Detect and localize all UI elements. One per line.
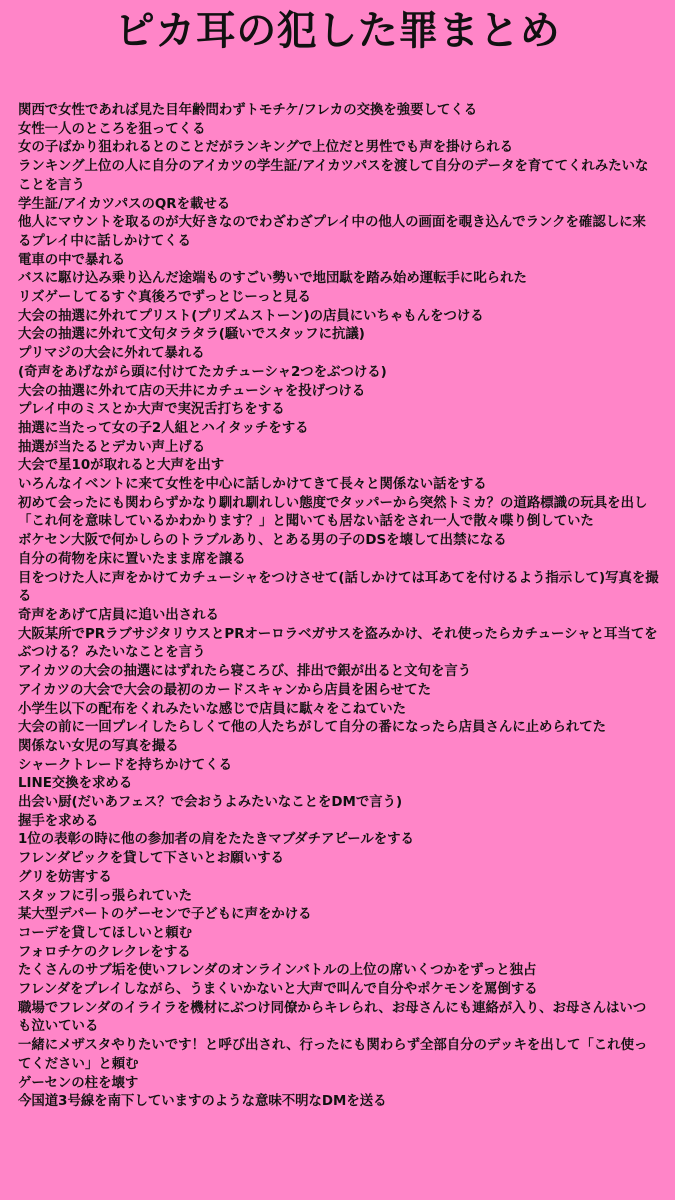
list-item: 今国道3号線を南下していますのような意味不明なDMを送る xyxy=(18,1094,387,1110)
list-item: 大会の抽選に外れて文句タラタラ(騒いでスタッフに抗議) xyxy=(18,327,365,343)
list-item: 女性一人のところを狙ってくる xyxy=(18,121,206,137)
list-item: 職場でフレンダのイライラを機材にぶつけ同僚からキレられ、お母さんにも連絡が入り、お母さんはいつも泣いている xyxy=(18,1000,647,1035)
list-item: 電車の中で暴れる xyxy=(18,252,126,268)
list-item: 学生証/アイカツパスのQRを載せる xyxy=(18,196,231,212)
list-item: プリマジの大会に外れて暴れる xyxy=(18,346,205,362)
list-item: フォロチケのクレクレをする xyxy=(18,944,191,960)
list-item: 大阪某所でPRラブサジタリウスとPRオーロラベガサスを盗みかけ、それ使ったらカチューシャと耳当てをぶつける？みたいなことを言う xyxy=(18,626,658,661)
list-item: 某大型デパートのゲーセンで子どもに声をかける xyxy=(18,907,312,923)
list-item: 出会い厨(だいあフェス？で会おうよみたいなことをDMで言う) xyxy=(18,795,403,811)
list-item: グリを妨害する xyxy=(18,869,112,885)
list-item: たくさんのサブ垢を使いフレンダのオンラインバトルの上位の席いくつかをずっと独占 xyxy=(18,963,537,979)
list-item: 大会で星10が取れると大声を出す xyxy=(18,458,225,474)
list-item: 関係ない女児の写真を撮る xyxy=(18,738,179,754)
list-item: 大会の前に一回プレイしたらしくて他の人たちがして自分の番になったら店員さんに止められてた xyxy=(18,720,606,736)
list-item: 1位の表彰の時に他の参加者の肩をたたきマブダチアピールをする xyxy=(18,832,414,848)
list-item: リズゲーしてるすぐ真後ろでずっとじーっと見る xyxy=(18,290,311,306)
list-item: いろんなイベントに来て女性を中心に話しかけてきて長々と関係ない話をする xyxy=(18,477,487,493)
list-item: シャークトレードを持ちかけてくる xyxy=(18,757,232,773)
list-item: 初めて会ったにも関わらずかなり馴れ馴れしい態度でタッパーから突然トミカ？の道路標識の玩具を出し「これ何を意味しているかわかります？」と聞いても居ない話をされ一人で散々喋り倒していた xyxy=(18,495,648,530)
list-item: 目をつけた人に声をかけてカチューシャをつけさせて(話しかけては耳あてを付けるよう指示して)写真を撮る xyxy=(18,570,659,605)
list-item: コーデを貸してほしいと頼む xyxy=(18,925,193,941)
list-item: ランキング上位の人に自分のアイカツの学生証/アイカツパスを渡して自分のデータを育ててくれみたいなことを言う xyxy=(18,159,649,193)
list-item: 抽選が当たるとデカい声上げる xyxy=(18,439,206,455)
list-item: アイカツの大会の抽選にはずれたら寝ころび、排出で銀が出ると文句を言う xyxy=(18,664,472,680)
list-item: (奇声をあげながら頭に付けてたカチューシャ2つをぶつける) xyxy=(18,364,387,380)
list-item: 関西で女性であれば見た目年齢問わずトモチケ/フレカの交換を強要してくる xyxy=(18,103,478,118)
list-item: 抽選に当たって女の子2人組とハイタッチをする xyxy=(18,420,309,436)
list-item: LINE交換を求める xyxy=(18,776,133,792)
list-item: 奇声をあげて店員に追い出される xyxy=(18,607,219,623)
list-item: ボケセン大阪で何かしらのトラブルあり、とある男の子のDSを壊して出禁になる xyxy=(18,533,507,549)
list-item: フレンダピックを貸して下さいとお願いする xyxy=(18,851,284,867)
list-item: アイカツの大会で大会の最初のカードスキャンから店員を困らせてた xyxy=(18,682,431,698)
document-title: ピカ耳の犯した罪まとめ xyxy=(114,8,561,54)
list-item: 大会の抽選に外れてプリスト(プリズムストーン)の店員にいちゃもんをつける xyxy=(18,308,484,324)
list-item: 一緒にメザスタやりたいです！と呼び出され、行ったにも関わらず全部自分のデッキを出して「これ使ってください」と頼む xyxy=(18,1038,648,1072)
list-item: バスに駆け込み乗り込んだ途端ものすごい勢いで地団駄を踏み始め運転手に叱られた xyxy=(18,271,527,287)
list-item: 握手を求める xyxy=(18,813,99,829)
offense-list xyxy=(0,60,659,1112)
list-item: ゲーセンの柱を壊す xyxy=(18,1075,139,1091)
list-item: スタッフに引っ張られていた xyxy=(18,888,193,904)
list-item: プレイ中のミスとか大声で実況舌打ちをする xyxy=(18,402,285,418)
list-item: 小学生以下の配布をくれみたいな感じで店員に駄々をこねていた xyxy=(18,701,406,717)
list-item: フレンダをプレイしながら、うまくいかないと大声で叫んで自分やポケモンを罵倒する xyxy=(18,982,538,998)
list-item: 自分の荷物を床に置いたまま席を譲る xyxy=(18,551,246,567)
list-item: 大会の抽選に外れて店の天井にカチューシャを投げつける xyxy=(18,383,366,399)
list-item: 女の子ばかり狙われるとのことだがランキングで上位だと男性でも声を掛けられる xyxy=(18,140,514,156)
list-item: 他人にマウントを取るのが大好きなのでわざわざプレイ中の他人の画面を覗き込んでランクを確認しに来るプレイ中に話しかけてくる xyxy=(18,215,646,249)
